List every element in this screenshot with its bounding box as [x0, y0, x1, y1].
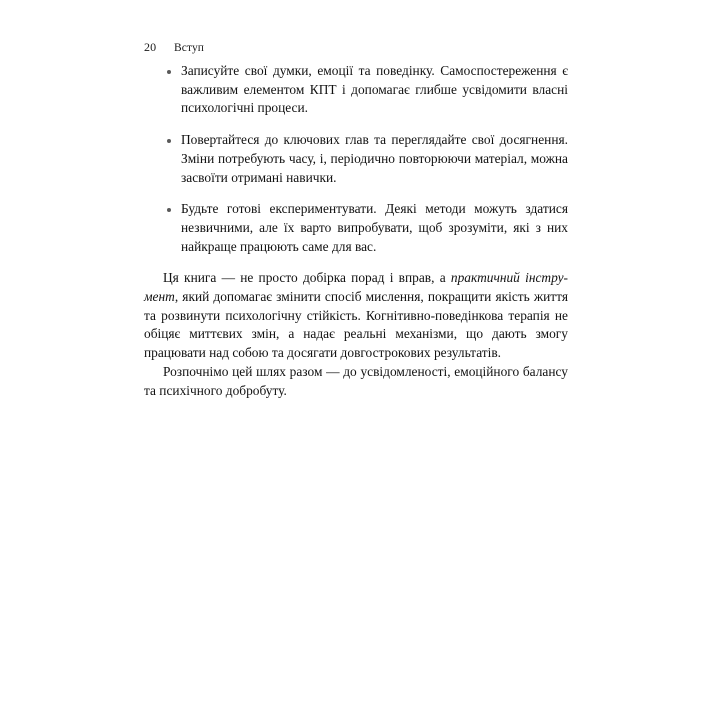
- paragraph-lead-text: Ця книга — не просто добірка порад і вправ, а: [163, 270, 451, 286]
- body-paragraph: Розпочнімо цей шлях разом — до усвідомленості, емоційного балансу та психічного добробуту.: [144, 363, 568, 398]
- bullet-dot-icon: [167, 139, 171, 143]
- bullet-list: [144, 62, 568, 256]
- running-head: [144, 40, 568, 55]
- list-item-text: Будьте готові експериментувати. Деякі методи можуть здатися незвичними, але їх варто випробувати, щоб зрозуміти, які з них найкраще працюють саме для вас.: [181, 201, 568, 254]
- list-item: [144, 62, 568, 118]
- bullet-dot-icon: [167, 70, 171, 74]
- page-number: 20: [144, 40, 157, 54]
- running-head-title: Вступ: [174, 42, 205, 54]
- list-item: [144, 200, 568, 256]
- list-item-text: Записуйте свої думки, емоції та поведінку. Самоспостереження є важливим елементом КПТ і допомагає глибше усвідомити власні психологічні процеси.: [181, 63, 568, 116]
- text-block: [144, 62, 568, 400]
- list-item: [144, 131, 568, 187]
- paragraph-emphasis-text: практичний інструмент: [144, 270, 569, 305]
- list-item-text: Повертайтеся до ключових глав та переглядайте свої досягнення. Зміни потребують часу, і, періодично повторюючи матеріал, можна засвоїти отримані навички.: [181, 132, 568, 185]
- body-paragraph: [144, 269, 568, 363]
- paragraph-tail-text: , який допомагає змінити спосіб мислення, покращити якість життя та розвинути психологічну стійкість. Когнітивно-поведінкова терапія не обіцяє миттєвих змін, а надає реальні механізми, що дають змогу працювати над собою та досягати довгострокових результатів.: [144, 289, 568, 361]
- bullet-dot-icon: [167, 208, 171, 212]
